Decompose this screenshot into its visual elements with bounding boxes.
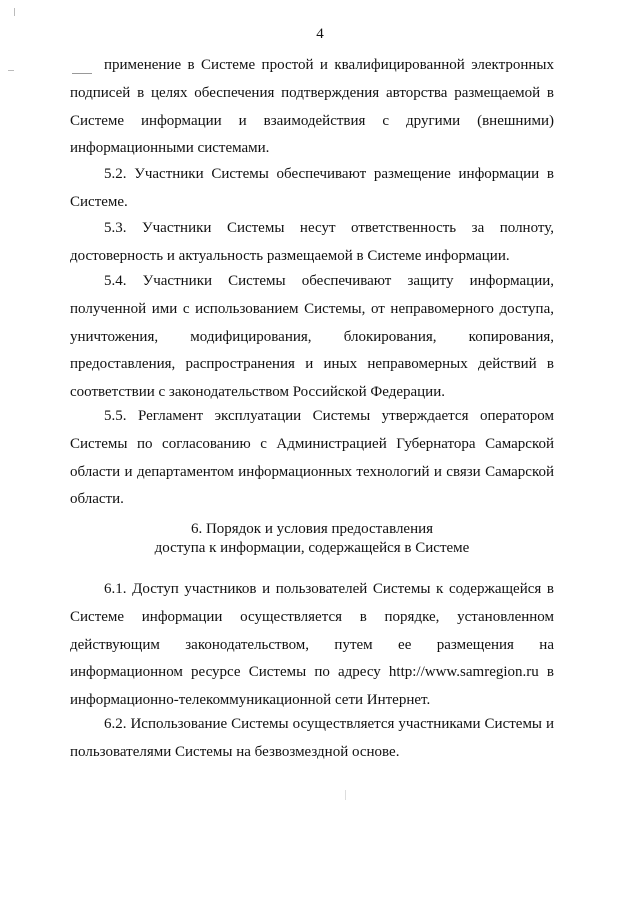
section-heading-line: 6. Порядок и условия предоставления — [190, 521, 434, 537]
scan-mark — [8, 70, 14, 71]
section-6-heading — [60, 520, 564, 558]
scan-mark — [14, 8, 15, 16]
paragraph-5-4: 5.4. Участники Системы обеспечивают защиту информации, полученной ими с использованием Системы, от неправомерного доступа, уничтожения, модифицирования, блокирования, копирования, предоставления, распространения и иных неправомерных действий в соответствии с законодательством Российской Федерации. — [70, 273, 554, 401]
scan-mark — [345, 790, 346, 800]
paragraph-continuation: применение в Системе простой и квалифицированной электронных подписей в целях обеспечения подтверждения авторства размещаемой в Системе информации и взаимодействия с другими (внешними) информационными системами. — [70, 57, 554, 157]
paragraph-6-1: 6.1. Доступ участников и пользователей Системы к содержащейся в Системе информации осуществляется в порядке, установленном действующим законодательством, путем ее размещения на информационном ресурсе Системы по адресу http://www.samregion.ru в информационно-телекоммуникационной сети Интернет. — [70, 581, 554, 709]
paragraph-5-5: 5.5. Регламент эксплуатации Системы утверждается оператором Системы по согласованию с Администрацией Губернатора Самарской области и департаментом информационных технологий и связи Самарской области. — [70, 408, 554, 508]
page-number: 4 — [316, 26, 324, 42]
paragraph-5-2: 5.2. Участники Системы обеспечивают размещение информации в Системе. — [70, 166, 554, 210]
paragraph-6-2: 6.2. Использование Системы осуществляется участниками Системы и пользователями Системы на безвозмездной основе. — [70, 716, 554, 760]
paragraph-5-3: 5.3. Участники Системы несут ответственность за полноту, достоверность и актуальность размещаемой в Системе информации. — [70, 220, 554, 264]
section-heading-line: доступа к информации, содержащейся в Системе — [154, 540, 470, 556]
